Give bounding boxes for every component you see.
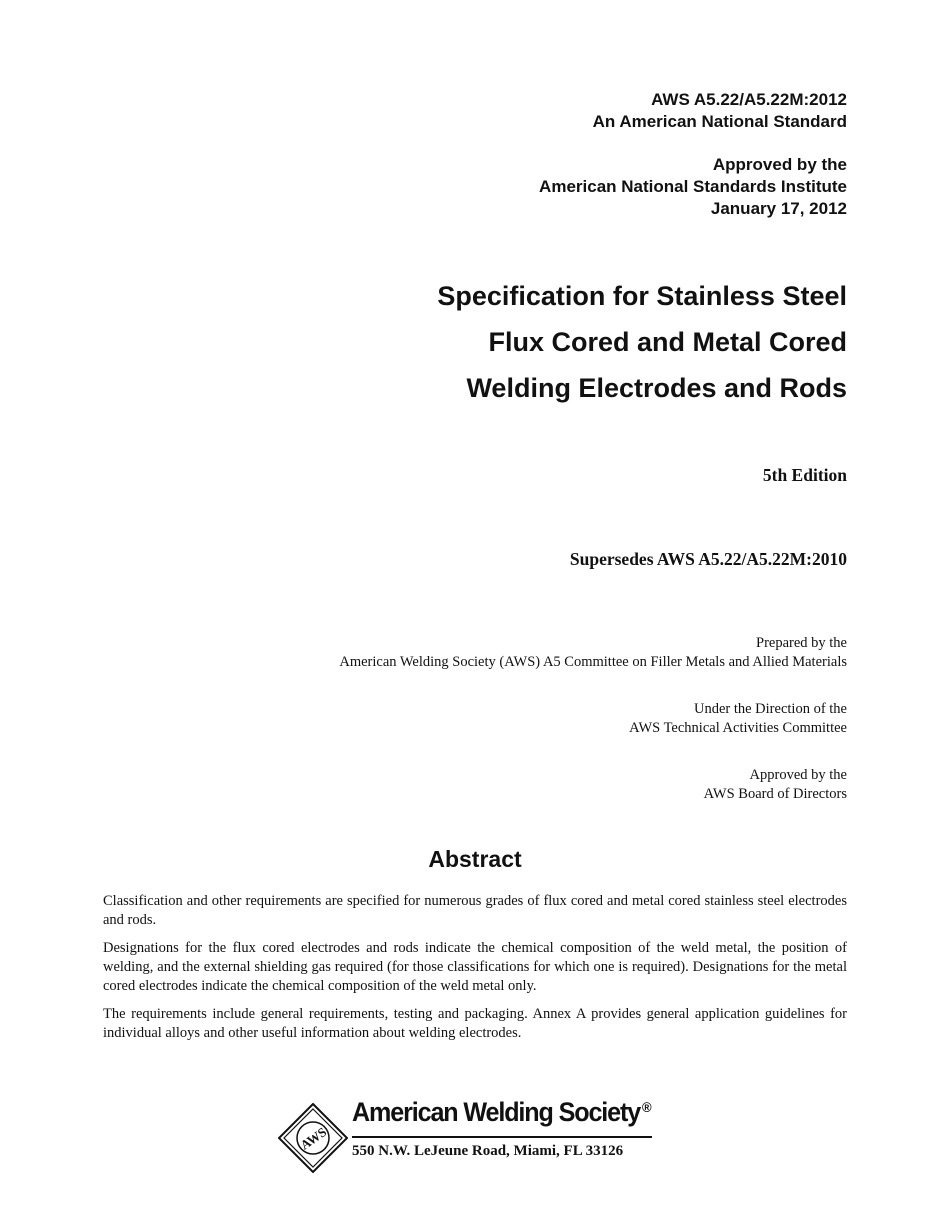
organization-address: 550 N.W. LeJeune Road, Miami, FL 33126 bbox=[352, 1143, 624, 1159]
prepared-by-block bbox=[339, 634, 847, 672]
approval-institute: American National Standards Institute bbox=[539, 177, 847, 196]
title-line-2: Flux Cored and Metal Cored bbox=[488, 327, 847, 357]
organization-name-text: American Welding Society bbox=[352, 1097, 641, 1127]
board-approval-line: Approved by the bbox=[749, 767, 847, 783]
direction-block bbox=[629, 700, 847, 738]
prepared-by-line: Prepared by the bbox=[756, 635, 847, 651]
aws-diamond-logo-icon bbox=[278, 1103, 348, 1173]
document-designation: AWS A5.22/A5.22M:2012 bbox=[651, 90, 847, 109]
direction-committee: AWS Technical Activities Committee bbox=[629, 720, 847, 736]
organization-name bbox=[352, 1097, 650, 1128]
title-line-3: Welding Electrodes and Rods bbox=[466, 373, 847, 403]
prepared-by-committee: American Welding Society (AWS) A5 Committee on Filler Metals and Allied Materials bbox=[339, 654, 847, 670]
board-approval-block bbox=[704, 766, 847, 804]
registered-mark: ® bbox=[641, 1099, 651, 1115]
edition-label: 5th Edition bbox=[762, 465, 847, 485]
abstract-paragraph: The requirements include general requirements, testing and packaging. Annex A provides general application guidelines for individual alloys and other useful information about welding electrodes. bbox=[103, 1006, 847, 1041]
logo-monogram: AWS bbox=[297, 1124, 330, 1153]
standard-type: An American National Standard bbox=[592, 112, 847, 131]
ansi-approval-block bbox=[539, 154, 847, 220]
title-line-1: Specification for Stainless Steel bbox=[437, 281, 847, 311]
abstract-paragraph: Classification and other requirements are specified for numerous grades of flux cored and metal cored stainless steel electrodes and rods. bbox=[103, 893, 847, 928]
organization-divider bbox=[352, 1136, 652, 1138]
abstract-body bbox=[103, 892, 847, 1052]
board-approval-name: AWS Board of Directors bbox=[703, 786, 847, 802]
approval-date: January 17, 2012 bbox=[710, 199, 847, 218]
document-designation-block bbox=[593, 89, 847, 133]
document-title bbox=[437, 273, 847, 411]
aws-footer-logo bbox=[278, 1097, 678, 1179]
approval-line: Approved by the bbox=[712, 155, 847, 174]
abstract-heading: Abstract bbox=[428, 846, 522, 872]
supersedes-label: Supersedes AWS A5.22/A5.22M:2010 bbox=[569, 549, 847, 569]
abstract-paragraph: Designations for the flux cored electrodes and rods indicate the chemical composition of the weld metal, the position of welding, and the external shielding gas required (for those classifications for which one is required). Designations for the metal cored electrodes indicate the chemical composition of the weld metal only. bbox=[103, 940, 847, 994]
direction-line: Under the Direction of the bbox=[693, 701, 847, 717]
